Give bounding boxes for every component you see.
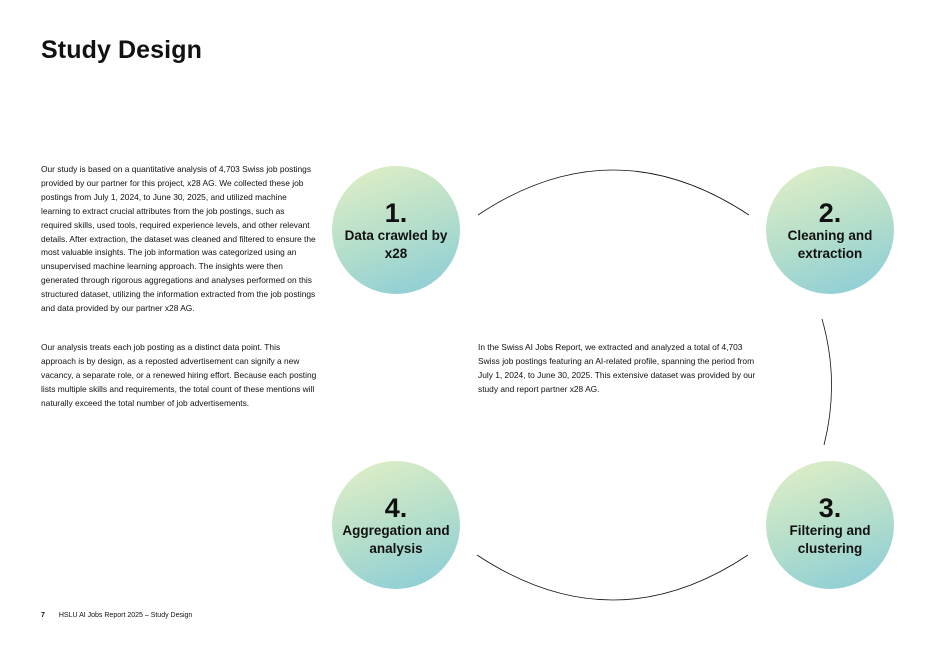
arc-step2-to-step3	[822, 319, 832, 445]
page-footer	[41, 612, 192, 619]
arc-step3-to-step4	[477, 555, 748, 600]
page-title: Study Design	[41, 36, 202, 64]
step-3-label: Filtering and clustering	[789, 523, 871, 556]
step-4-number: 4.	[384, 493, 408, 523]
arc-step1-to-step2	[478, 170, 749, 215]
summary-text: In the Swiss AI Jobs Report, we extracted and analyzed a total of 4,703 Swiss job postings featuring an AI-related profile, spanning the period from July 1, 2024, to June 30, 2025. This extensive dataset was provided by our study and report partner x28 AG.	[478, 342, 756, 394]
step-1-circle	[332, 166, 460, 294]
page-number: 7	[41, 612, 45, 619]
step-2-circle	[766, 166, 894, 294]
step-2-label: Cleaning and extraction	[787, 228, 873, 261]
intro-paragraph-2: Our analysis treats each job posting as a distinct data point. This approach is by design, as a reposted advertisement can signify a new vacancy, a separate role, or a renewed hiring effort. Because each posting lists multiple skills and requirements, the total count of these mentions will naturally exceed the total number of job advertisements.	[41, 342, 317, 408]
step-3-number: 3.	[818, 493, 842, 523]
step-3-circle	[766, 461, 894, 589]
step-1-number: 1.	[384, 198, 408, 228]
footer-text: HSLU AI Jobs Report 2025 – Study Design	[58, 612, 193, 619]
step-4-circle	[332, 461, 460, 589]
step-1-label: Data crawled by x28	[344, 228, 448, 261]
intro-paragraph-1: Our study is based on a quantitative analysis of 4,703 Swiss job postings provided by our partner for this project, x28 AG. We collected these job postings from July 1, 2024, to June 30, 2025, and utilized machine learning to extract crucial attributes from the job postings, such as required skills, used tools, required experience levels, and other relevant details. After extraction, the dataset was cleaned and filtered to ensure the most valuable insights. The job information was categorized using an unsupervised machine learning approach. The insights were then generated through rigorous aggregations and analyses performed on this structured dataset, utilizing the information extracted from the job postings and data provided by our partner x28 AG.	[41, 164, 316, 314]
step-2-number: 2.	[818, 198, 842, 228]
step-4-label: Aggregation and analysis	[342, 523, 450, 556]
